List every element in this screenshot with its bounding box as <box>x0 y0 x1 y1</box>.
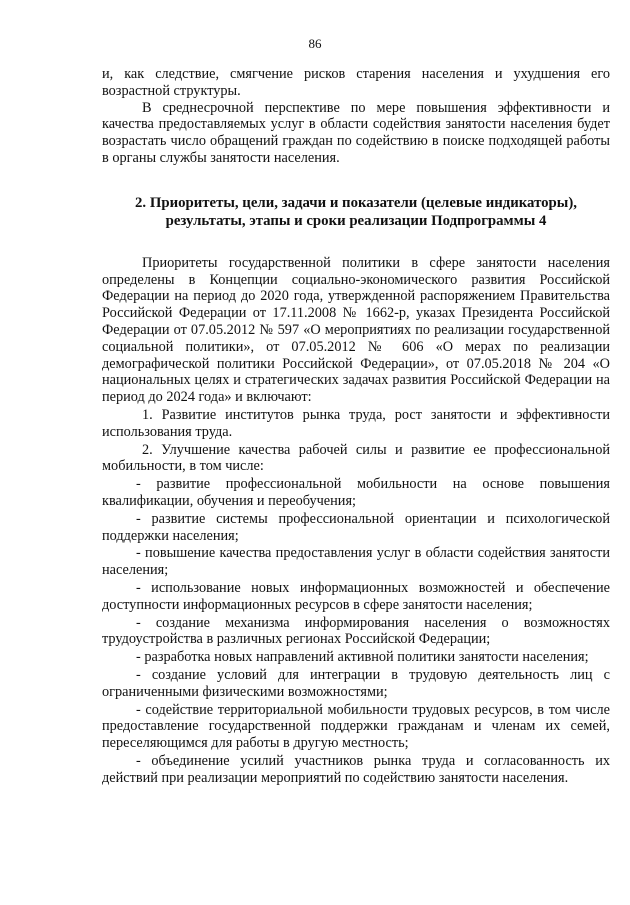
bullet-item: - содействие территориальной мобильности трудовых ресурсов, в том числе предоставление государственной поддержки гражданам и членам их семей, переселяющимся для работы в другую местность; <box>102 701 610 752</box>
intro-paragraph-2: В среднесрочной перспективе по мере повышения эффективности и качества предоставляемых услуг в области содействия занятости населения будет возрастать число обращений граждан по содействию в поиске подходящей работы в органы службы занятости населения. <box>102 99 610 166</box>
numbered-item-1: 1. Развитие институтов рынка труда, рост занятости и эффективности использования труда. <box>102 406 610 440</box>
bullet-item: - развитие профессиональной мобильности на основе повышения квалификации, обучения и переобучения; <box>102 476 610 509</box>
section-heading <box>102 194 610 230</box>
bullet-item: - разработка новых направлений активной политики занятости населения; <box>136 649 589 666</box>
section-heading-line-1: 2. Приоритеты, цели, задачи и показатели (целевые индикаторы), <box>135 194 577 211</box>
section-heading-line-2: результаты, этапы и сроки реализации Подпрограммы 4 <box>165 212 547 229</box>
document-body <box>102 66 610 786</box>
numbered-item-2: 2. Улучшение качества рабочей силы и развитие ее профессиональной мобильности, в том числе: <box>102 441 610 475</box>
bullet-item: - использование новых информационных возможностей и обеспечение доступности информационных ресурсов в сфере занятости населения; <box>102 579 610 613</box>
bullet-item: - создание условий для интеграции в трудовую деятельность лиц с ограниченными физическими возможностями; <box>102 666 610 700</box>
bullet-item: - развитие системы профессиональной ориентации и психологической поддержки населения; <box>102 510 610 544</box>
intro-paragraph-1: и, как следствие, смягчение рисков старения населения и ухудшения его возрастной структуры. <box>102 66 610 99</box>
bullet-item: - создание механизма информирования населения о возможностях трудоустройства в различных регионах Российской Федерации; <box>102 614 610 648</box>
bullet-item: - повышение качества предоставления услуг в области содействия занятости населения; <box>102 545 610 579</box>
main-paragraph: Приоритеты государственной политики в сфере занятости населения определены в Концепции социально-экономического развития Российской Федерации на период до 2020 года, утвержденной распоряжением Правительства Российской Федерации от 17.11.2008 № 1662-р, указах Президента Российской Федерации от 07.05.2012 № 597 «О мероприятиях по реализации государственной социальной политики», от 07.05.2012 № 606 «О мерах по реализации демографической политики Российской Федерации», от 07.05.2018 № 204 «О национальных целях и стратегических задачах развития Российской Федерации на период до 2024 года» и включают: <box>102 254 610 406</box>
page-number: 86 <box>308 36 322 51</box>
bullet-item: - объединение усилий участников рынка труда и согласованность их действий при реализации мероприятий по содействию занятости населения. <box>102 752 610 786</box>
